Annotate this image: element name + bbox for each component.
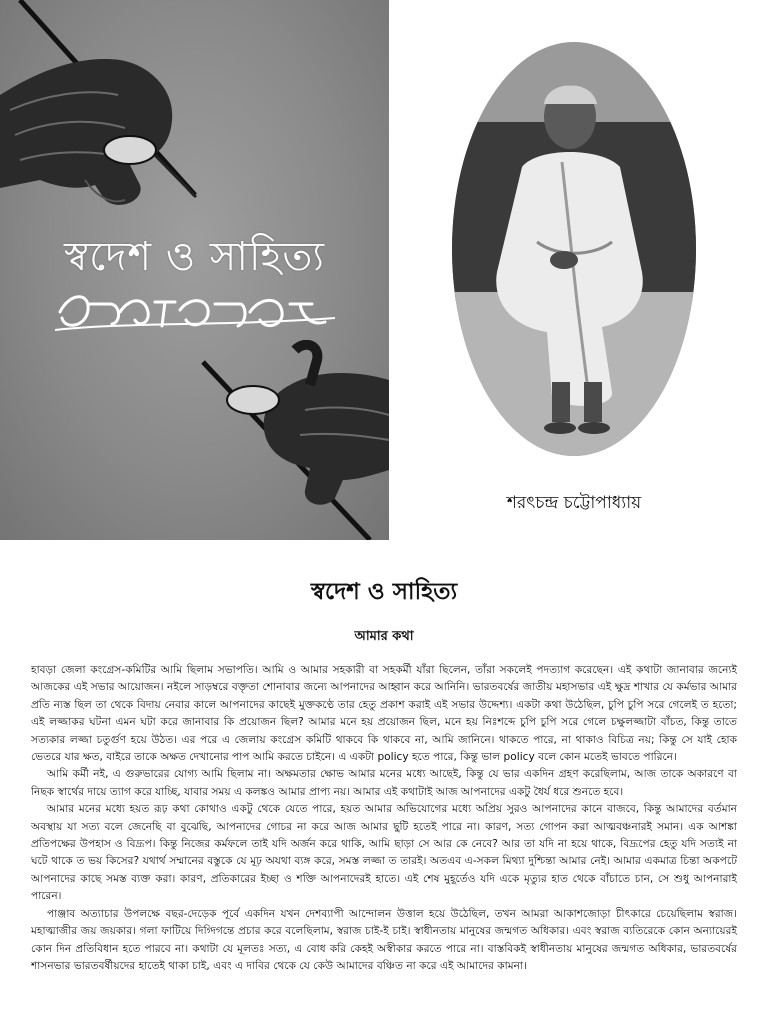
book-cover bbox=[0, 0, 389, 540]
portrait-figure bbox=[452, 42, 696, 456]
author-signature bbox=[50, 282, 340, 342]
hand-with-pen-bottom-illustration bbox=[195, 340, 389, 540]
hand-with-pen-top-illustration bbox=[0, 0, 210, 230]
author-portrait-photo bbox=[452, 42, 696, 456]
paragraph: পাঞ্জাব অত্যাচার উপলক্ষে বছর-দেড়েক পূর্বে একদিন যখন দেশব্যাপী আন্দোলন উত্তাল হয়ে উঠেছিল, তখন আমরা আকাশজোড়া চীৎকারে চেয়েছিলাম স্বরাজ। মহাত্মাজীর জয় জয়কার। গলা ফাটিয়ে দিগ্দিগন্তে প্রচার করে বলেছিলাম, স্বরাজ চাই-ই চাই। স্বাধীনতায় মানুষের জন্মগত অধিকার। এবং স্বরাজ ব্যতিরেকে কোন অন্যায়েরই কোন দিন প্রতিবিধান হতে পারবে না। কথাটা যে মূলতঃ সত্য, এ বোধ করি কেহই অস্বীকার করতে পারে না। বাস্তবিকই স্বাধীনতায় মানুষের জন্মগত অধিকার, ভারতবর্ষের শাসনভার ভারতবর্ষীয়দের হাতেই থাকা চাই, এবং এ দাবির থেকে যে কেউ আমাদের বঞ্চিত না করে এই আমাদের কামনা। bbox=[31, 907, 737, 972]
paragraph: আমার মনের মধ্যে হয়ত রূঢ় কথা কোথাও একটু থেকে যেতে পারে, হয়ত আমার অভিযোগের মধ্যে অপ্রিয় সুরও আপনাদের কানে বাজবে, কিন্তু আমাদের বর্তমান অবস্থায় যা সত্য বলে জেনেছি বা বুঝেছি, আপনাদের গোচর না করে আজ আমার ছুটি হতেই পারে না। কারণ, সত্য গোপন করা আত্মবঞ্চনারই সমান। এক আশঙ্কা প্রতিপক্ষের উপহাস ও বিদ্রূপ। কিন্তু নিজের কর্মফলে তাই যদি অর্জন করে থাকি, আমি ছাড়া সে আর কে নেবে? আর তা যদি না হয়ে থাকে, বিদ্রূপের হেতু যদি সত্যই না ঘটে থাকে ত ভয় কিসের? যথার্থ সম্মানের বস্তুকে যে মূঢ় অযথা ব্যঙ্গ করে, সমস্ত লজ্জা ত তারই। অতএব এ-সকল মিথ্যা দুশ্চিন্তা আমার নেই। আমার একমাত্র চিন্তা অকপটে আপনাদের কাছে সমস্ত ব্যক্ত করা। কারণ, প্রতিকারের ইচ্ছা ও শক্তি আপনাদেরই হাতে। এই শেষ মুহূর্তেও যদি একে মৃত্যুর হাত থেকে বাঁচাতে চান, সে শুধু আপনারাই পারেন। bbox=[31, 803, 737, 903]
document-title: স্বদেশ ও সাহিত্য bbox=[310, 579, 458, 605]
paragraph: আমি কর্মী নই, এ গুরুভারের যোগ্য আমি ছিলাম না। অক্ষমতার ক্ষোভ আমার মনের মধ্যে আছেই, কিন্তু যে ভার একদিন গ্রহণ করেছিলাম, আজ তাকে অকারণে বা নিছক স্বার্থের দায়ে ত্যাগ করে যাচ্ছি, যাবার সময় এ কলঙ্কও আমার প্রাপ্য নয়। আমার এই কথাটাই আজ আপনাদের একটু ধৈর্য ধরে শুনতে হবে। bbox=[31, 768, 737, 798]
document-subtitle: আমার কথা bbox=[354, 629, 414, 644]
portrait-caption: শরৎচন্দ্র চট্টোপাধ্যায় bbox=[506, 493, 642, 513]
cover-title: স্বদেশ ও সাহিত্য bbox=[63, 234, 326, 280]
paragraph: হাবড়া জেলা কংগ্রেস-কমিটির আমি ছিলাম সভাপতি। আমি ও আমার সহকারী বা সহকর্মী যাঁরা ছিলেন, তাঁরা সকলেই পদত্যাগ করেছেন। এই কথাটা জানাবার জন্যেই আজকের এই সভার আয়োজন। নইলে সাড়ম্বরে বক্তৃতা শোনাবার জন্যে আপনাদের আহ্বান করে আনিনি। ভারতবর্ষের জাতীয় মহাসভার এই ক্ষুদ্র শাখার যে কর্মভার আমার প্রতি ন্যস্ত ছিল তা থেকে বিদায় নেবার কালে আপনাদের কাছেই মুক্তকণ্ঠে তার হেতু প্রকাশ করাই এই সভার উদ্দেশ্য। একটা কথা উঠেছিল, চুপি চুপি সরে গেলেই ত হতো; এই লজ্জাকর ঘটনা এমন ঘটা করে জানাবার কি প্রয়োজন ছিল? আমার মনে হয় প্রয়োজন ছিল, মনে হয় নিঃশব্দে চুপি চুপি সরে গেলে চক্ষুলজ্জাটা বাঁচত, কিন্তু তাতে সত্যকার লজ্জা চতুর্গুণ হয়ে উঠত। এর পরে এ জেলায় কংগ্রেস কমিটি থাকবে কি থাকবে না, আমি জানিনে। থাকতে পারে, না থাকাও বিচিত্র নয়; কিন্তু সে যাই হোক ভেতরে যার ক্ষত, বাইরে তাকে অক্ষত দেখানোর পাপ আমি করতে চাইনে। এ একটা policy হতে পারে, কিন্তু ভাল policy বলে কোন মতেই ভাবতে পারিনে। bbox=[31, 664, 737, 764]
document-body bbox=[31, 662, 737, 1022]
